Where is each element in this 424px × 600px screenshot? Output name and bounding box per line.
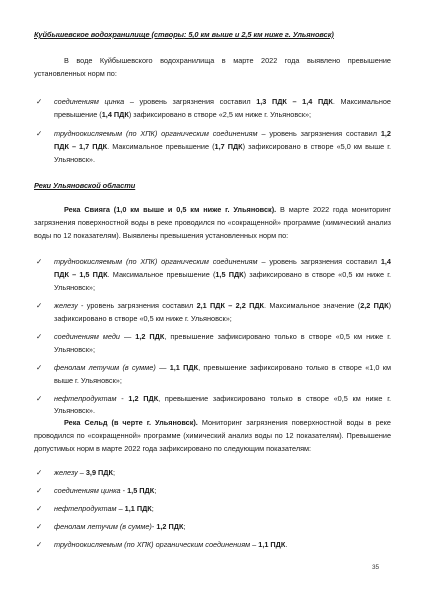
checkmark-icon: ✓: [36, 540, 43, 549]
list-item: ✓ трудноокисляемым (по ХПК) органическим соединениям – уровень загрязнения составил 1,4 ПДК – 1,5 ПДК. Максимальное превышение (1,5 ПДК) зафиксировано в створе «0,5 км ниже г. Ульяновск»;: [36, 257, 391, 292]
seld-paragraph: Река Сельд (в черте г. Ульяновск). Мониторинг загрязнения поверхностной воды в реке проводился по «сокращенной» программе (химический анализ воды по 12 показателям). Превышение допустимых норм в марте 2022 года зафиксировано по следующим показателям:: [34, 418, 391, 453]
checkmark-icon: ✓: [36, 97, 43, 106]
section-heading-rivers: Реки Ульяновской области: [34, 181, 136, 190]
intro-paragraph-kuibyshev: В воде Куйбышевского водохранилища в марте 2022 года выявлено превышение установленных норм по:: [34, 56, 391, 78]
checkmark-icon: ✓: [36, 522, 43, 531]
list-item: ✓ железу – 3,9 ПДК;: [34, 467, 391, 480]
list-item: ✓ фенолам летучим (в сумме)- 1,2 ПДК;: [34, 521, 391, 534]
checkmark-icon: ✓: [36, 468, 43, 477]
section-heading-kuibyshev: Куйбышевское водохранилище (створы: 5,0 км выше и 2,5 км ниже г. Ульяновск): [34, 30, 334, 39]
checkmark-icon: ✓: [36, 504, 43, 513]
checkmark-icon: ✓: [36, 129, 43, 139]
svijaga-paragraph: Река Свияга (1,0 км выше и 0,5 км ниже г. Ульяновск). В марте 2022 года мониторинг загрязнения поверхностной воды в реке проводился по «сокращенной» программе (химический анализ воды по 12 показателям). Выявлены превышения установленных норм по:: [34, 205, 391, 240]
checkmark-icon: ✓: [36, 257, 43, 266]
checkmark-icon: ✓: [36, 393, 43, 403]
list-item: ✓ трудноокисляемым (по ХПК) органическим соединениям – 1,1 ПДК.: [34, 539, 391, 552]
kuibyshev-list: [34, 96, 391, 173]
list-item: ✓ нефтепродуктам - 1,2 ПДК, превышение зафиксировано только в створе «0,5 км ниже г. Ульяновск».: [36, 393, 391, 416]
list-item: ✓ нефтепродуктам – 1,1 ПДК;: [34, 503, 391, 516]
list-item: ✓ трудноокисляемым (по ХПК) органическим соединениям – уровень загрязнения составил 1,2 ПДК – 1,7 ПДК. Максимальное превышение (1,7 ПДК) зафиксировано в створе «5,0 км выше г. Ульяновск».: [36, 129, 391, 164]
checkmark-icon: ✓: [36, 300, 43, 310]
svijaga-list: [34, 256, 391, 423]
checkmark-icon: ✓: [36, 331, 43, 341]
list-item: ✓ соединениям цинка – уровень загрязнения составил 1,3 ПДК – 1,4 ПДК. Максимальное превышение (1,4 ПДК) зафиксировано в створе «2,5 км ниже г. Ульяновск»;: [36, 97, 391, 119]
checkmark-icon: ✓: [36, 362, 43, 372]
list-item: ✓ соединениям меди — 1,2 ПДК, превышение зафиксировано только в створе «0,5 км ниже г. Ульяновск»;: [36, 331, 391, 354]
list-item: ✓ фенолам летучим (в сумме) — 1,1 ПДК, превышение зафиксировано только в створе «1,0 км выше г. Ульяновск»;: [36, 362, 391, 385]
seld-list: [34, 467, 391, 557]
list-item: ✓ соединениям цинка - 1,5 ПДК;: [34, 485, 391, 498]
page-number: 35: [372, 564, 380, 571]
checkmark-icon: ✓: [36, 486, 43, 495]
list-item: ✓ железу - уровень загрязнения составил 2,1 ПДК – 2,2 ПДК. Максимальное значение (2,2 ПДК) зафиксировано в створе «0,5 км ниже г. Ульяновск»;: [36, 300, 391, 323]
